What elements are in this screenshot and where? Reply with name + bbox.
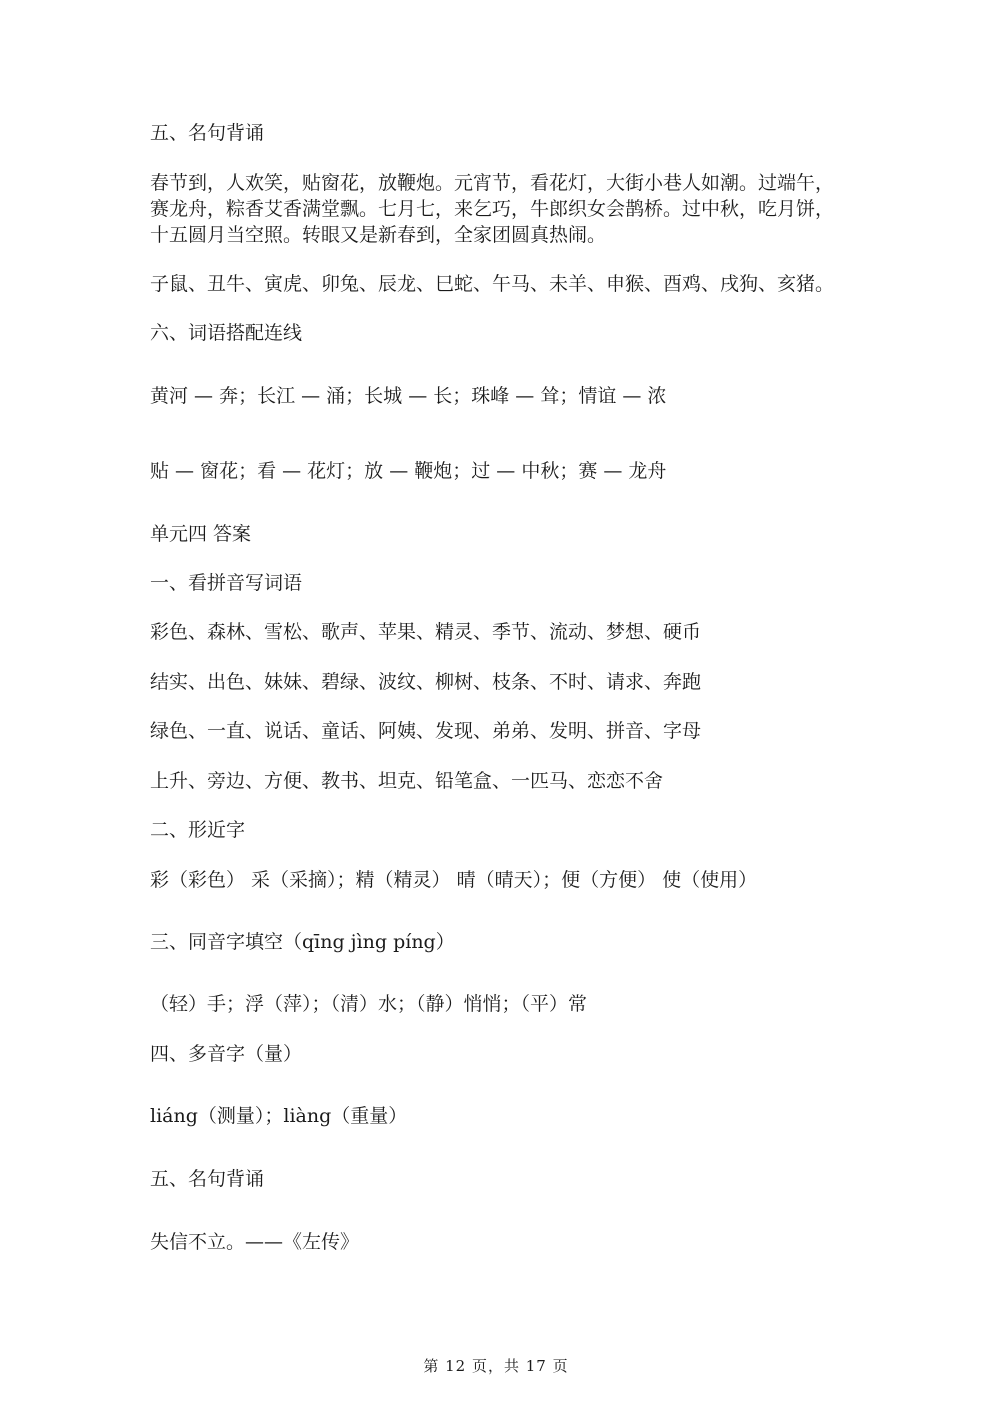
festival-paragraph (150, 170, 850, 248)
section-heading-homophones: 三、同音字填空（qīng jìng píng） (150, 931, 455, 953)
section-heading-similar-characters: 二、形近字 (150, 819, 246, 841)
festival-line-3: 十五圆月当空照。转眼又是新春到，全家团圆真热闹。 (150, 224, 607, 246)
words-line-1: 彩色、森林、雪松、歌声、苹果、精灵、季节、流动、梦想、硬币 (150, 621, 702, 643)
words-line-2: 结实、出色、妹妹、碧绿、波纹、柳树、枝条、不时、请求、奔跑 (150, 671, 702, 693)
section-heading-polyphones: 四、多音字（量） (150, 1043, 303, 1065)
festival-line-2: 赛龙舟，粽香艾香满堂飘。七月七，来乞巧，牛郎织女会鹊桥。过中秋，吃月饼， (150, 198, 835, 220)
page-footer: 第 12 页，共 17 页 (423, 1357, 569, 1375)
polyphones-line: liáng（测量）；liàng（重量） (150, 1105, 408, 1127)
section-heading-pinyin-words: 一、看拼音写词语 (150, 572, 303, 594)
festival-line-1: 春节到，人欢笑，贴窗花，放鞭炮。元宵节，看花灯，大街小巷人如潮。过端午， (150, 172, 835, 194)
section-heading-word-matching: 六、词语搭配连线 (150, 322, 303, 344)
words-line-4: 上升、旁边、方便、教书、坦克、铅笔盒、一匹马、恋恋不舍 (150, 770, 664, 792)
section-heading-famous-quotes: 五、名句背诵 (150, 122, 265, 144)
matching-line-2: 贴 — 窗花；看 — 花灯；放 — 鞭炮；过 — 中秋；赛 — 龙舟 (150, 460, 667, 482)
matching-line-1: 黄河 — 奔；长江 — 涌；长城 — 长；珠峰 — 耸；情谊 — 浓 (150, 385, 667, 407)
homophones-line: （轻）手；浮（萍）；（清）水；（静）悄悄；（平）常 (150, 993, 588, 1015)
zodiac-line: 子鼠、丑牛、寅虎、卯兔、辰龙、巳蛇、午马、未羊、申猴、酉鸡、戌狗、亥猪。 (150, 273, 835, 295)
similar-characters-line: 彩（彩色） 采（采摘）；精（精灵） 晴（晴天）；便（方便） 使（使用） (150, 869, 758, 891)
section-heading-famous-quotes-2: 五、名句背诵 (150, 1168, 265, 1190)
words-line-3: 绿色、一直、说话、童话、阿姨、发现、弟弟、发明、拼音、字母 (150, 720, 702, 742)
quote-line: 失信不立。——《左传》 (150, 1231, 360, 1253)
unit-four-answers-title: 单元四 答案 (150, 523, 252, 545)
